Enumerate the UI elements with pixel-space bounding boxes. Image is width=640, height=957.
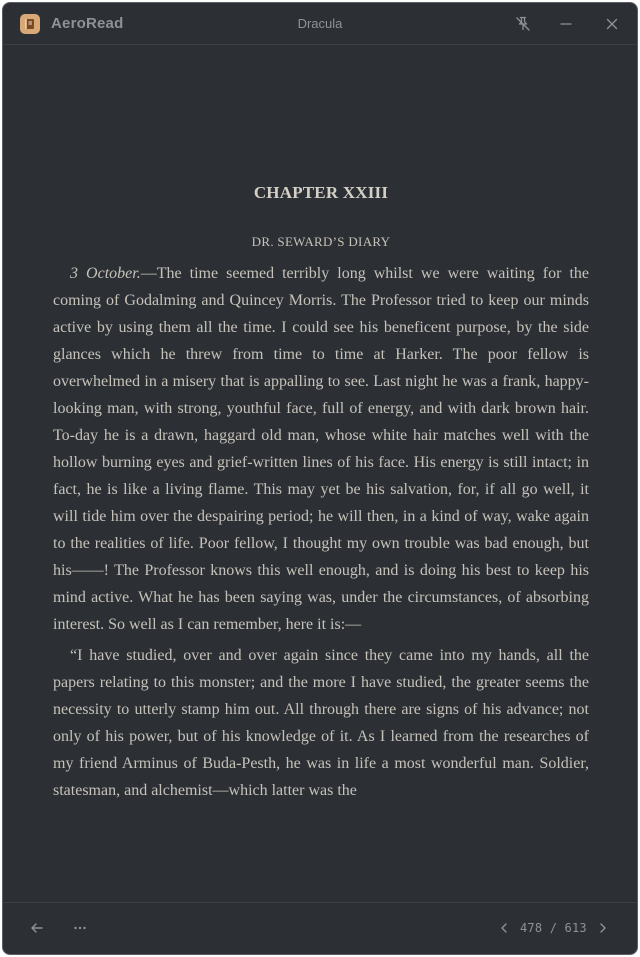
- minimize-button[interactable]: [553, 11, 579, 37]
- previous-page-button[interactable]: [491, 915, 517, 941]
- reader-window: [2, 2, 638, 955]
- paragraph: [53, 642, 589, 804]
- arrow-left-icon: [29, 920, 45, 936]
- page-indicator: 478 / 613: [520, 921, 587, 935]
- diary-date: 3 October.: [70, 265, 141, 282]
- reading-area: [53, 183, 589, 808]
- paragraph-text: —The time seemed terribly long whilst we were waiting for the coming of Godalming and Quincey Morris. The Professor tried to keep our minds active by using them all the time. I could see his beneficent purpose, by the side glances which he threw from time to time at Harker. The poor fellow is overwhelmed in a misery that is appalling to see. Last night he was a frank, happy-looking man, with strong, youthful face, full of energy, and with dark brown hair. To-day he is a drawn, haggard old man, whose white hair matches well with the hollow burning eyes and grief-written lines of his face. His energy is still intact; in fact, he is like a living flame. This may yet be his salvation, for, if all go well, it will tide him over the despairing period; he will then, in a kind of way, wake again to the realities of life. Poor fellow, I thought my own trouble was bad enough, but his——! The Professor knows this well enough, and is doing his best to keep his mind active. What he has been saying was, under the circumstances, of absorbing interest. So well as I can remember, here it is:—: [53, 265, 589, 633]
- chapter-title: CHAPTER XXIII: [253, 183, 389, 202]
- chevron-right-icon: [596, 921, 610, 935]
- next-page-button[interactable]: [590, 915, 616, 941]
- section-title: DR. SEWARD’S DIARY: [251, 234, 391, 249]
- paragraph: [53, 260, 589, 638]
- document-title: Dracula: [297, 16, 343, 31]
- unpin-button[interactable]: [510, 11, 536, 37]
- close-button[interactable]: [599, 11, 625, 37]
- chevron-left-icon: [497, 921, 511, 935]
- close-icon: [605, 17, 619, 31]
- more-button[interactable]: [67, 915, 93, 941]
- app-name: AeroRead: [51, 15, 124, 32]
- back-button[interactable]: [24, 915, 50, 941]
- more-icon: [72, 920, 88, 936]
- minimize-icon: [559, 17, 573, 31]
- paragraph-text: “I have studied, over and over again since they came into my hands, all the papers relating to this monster; and the more I have studied, the greater seems the necessity to utterly stamp him out. All through there are signs of his advance; not only of his power, but of his knowledge of it. As I learned from the researches of my friend Arminus of Buda-Pesth, he was in life a most wonderful man. Soldier, statesman, and alchemist—which latter was the: [53, 647, 589, 799]
- unpin-icon: [514, 15, 532, 33]
- title-bar: [3, 3, 637, 45]
- bottom-bar: [3, 902, 637, 954]
